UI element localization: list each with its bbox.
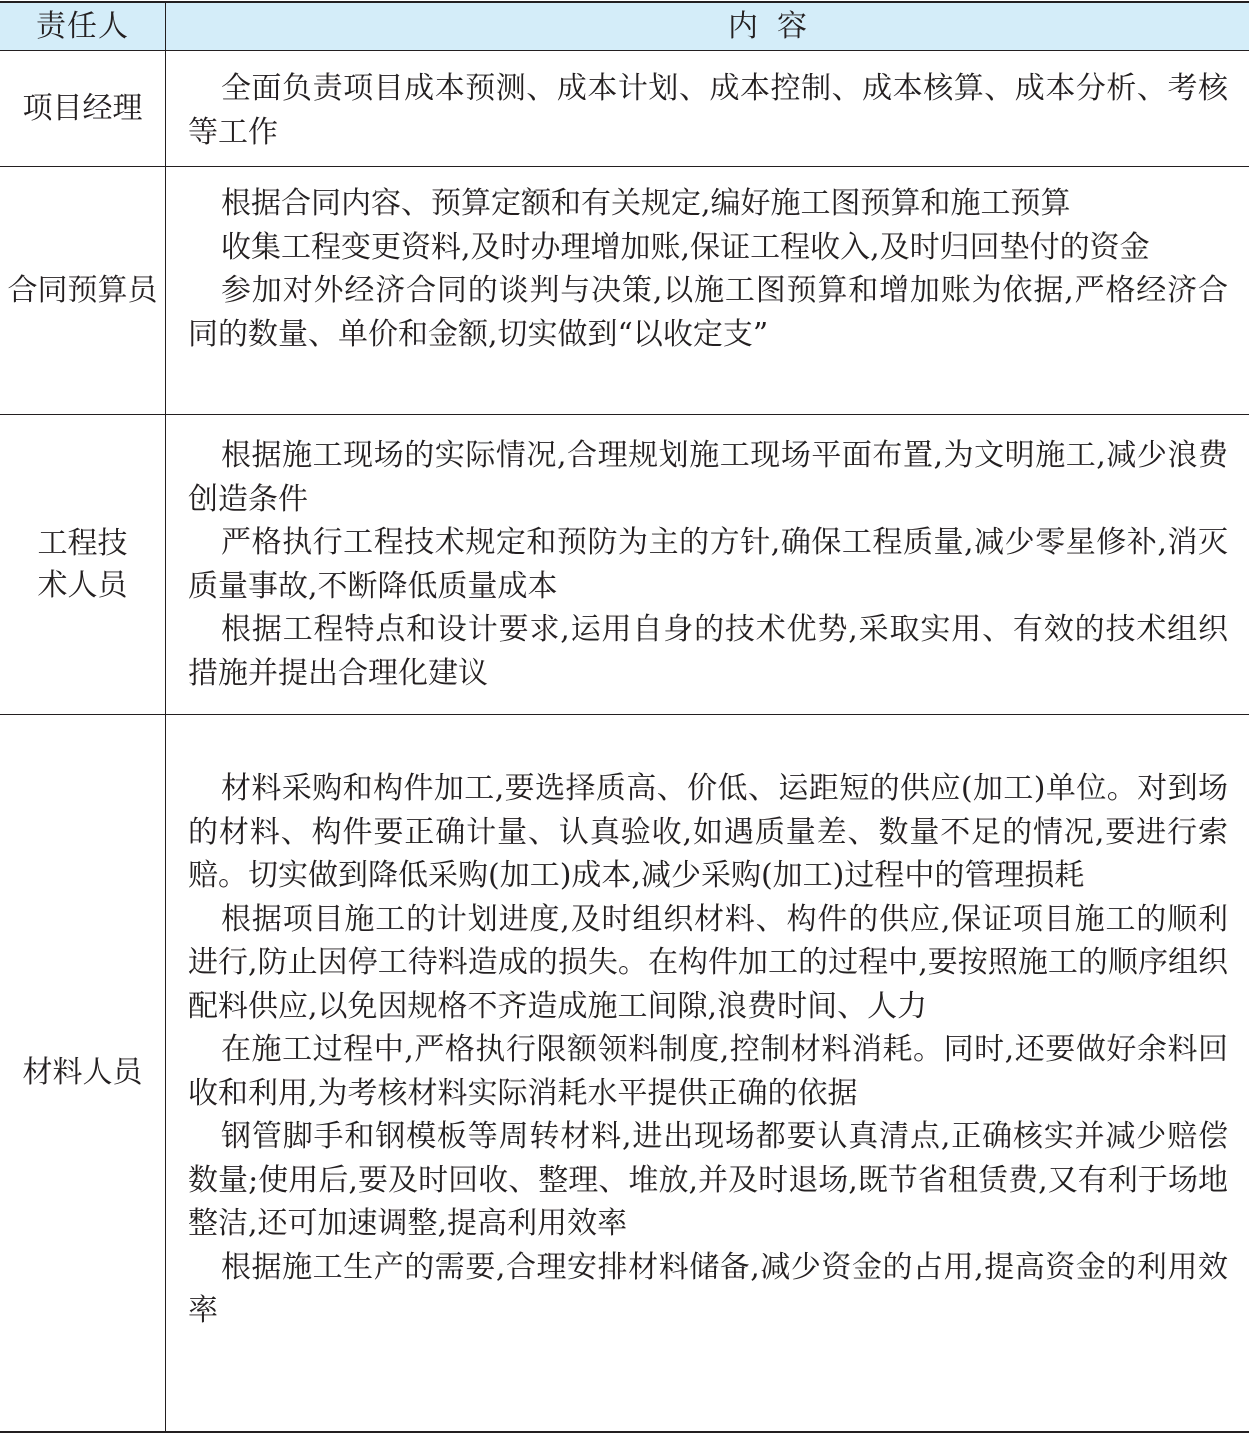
content-paragraph: 钢管脚手和钢模板等周转材料,进出现场都要认真清点,正确核实并减少赔偿数量;使用后,要及时回收、整理、堆放,并及时退场,既节省租赁费,又有利于场地整洁,还可加速调整,提高利用效率 (188, 1119, 1228, 1241)
content-paragraph: 严格执行工程技术规定和预防为主的方针,确保工程质量,减少零星修补,消灭质量事故,不断降低质量成本 (188, 525, 1228, 604)
content-cell (188, 182, 1228, 356)
role-label: 工程技术人员 (37, 525, 128, 603)
row-divider (0, 166, 1249, 167)
header-content-cell (166, 3, 1249, 50)
role-cell (0, 167, 165, 414)
content-cell (188, 434, 1228, 695)
content-cell (188, 767, 1228, 1333)
content-paragraph: 材料采购和构件加工,要选择质高、价低、运距短的供应(加工)单位。对到场的材料、构件要正确计量、认真验收,如遇质量差、数量不足的情况,要进行索赔。切实做到降低采购(加工)成本,减少采购(加工)过程中的管理损耗 (188, 771, 1228, 893)
role-cell (0, 715, 165, 1431)
table-top-border (0, 1, 1249, 3)
content-paragraph: 根据工程特点和设计要求,运用自身的技术优势,采取实用、有效的技术组织措施并提出合理化建议 (188, 612, 1228, 691)
content-paragraph: 根据施工生产的需要,合理安排材料储备,减少资金的占用,提高资金的利用效率 (188, 1249, 1228, 1328)
header-divider (0, 50, 1249, 51)
role-label: 合同预算员 (7, 272, 158, 308)
content-paragraph: 收集工程变更资料,及时办理增加账,保证工程收入,及时归回垫付的资金 (221, 229, 1150, 265)
content-paragraph: 在施工过程中,严格执行限额领料制度,控制材料消耗。同时,还要做好余料回收和利用,为考核材料实际消耗水平提供正确的依据 (188, 1032, 1228, 1111)
header-role-cell: 责任人 (36, 9, 129, 44)
role-label: 项目经理 (22, 90, 143, 126)
column-divider (165, 3, 166, 1433)
header-content-label: 内 容 (727, 9, 808, 44)
role-label: 材料人员 (22, 1055, 143, 1090)
role-cell (0, 415, 165, 714)
content-cell (188, 67, 1228, 154)
content-paragraph: 根据合同内容、预算定额和有关规定,编好施工图预算和施工预算 (221, 186, 1071, 221)
content-paragraph: 根据施工现场的实际情况,合理规划施工现场平面布置,为文明施工,减少浪费创造条件 (188, 438, 1228, 517)
role-cell (0, 51, 165, 166)
content-paragraph: 根据项目施工的计划进度,及时组织材料、构件的供应,保证项目施工的顺利进行,防止因停工待料造成的损失。在构件加工的过程中,要按照施工的顺序组织配料供应,以免因规格不齐造成施工间隙,浪费时间、人力 (188, 901, 1228, 1024)
content-paragraph: 参加对外经济合同的谈判与决策,以施工图预算和增加账为依据,严格经济合同的数量、单价和金额,切实做到“以收定支” (188, 273, 1228, 352)
content-paragraph: 全面负责项目成本预测、成本计划、成本控制、成本核算、成本分析、考核等工作 (188, 71, 1228, 150)
table-bottom-border (0, 1431, 1249, 1433)
row-divider (0, 414, 1249, 415)
row-divider (0, 714, 1249, 715)
